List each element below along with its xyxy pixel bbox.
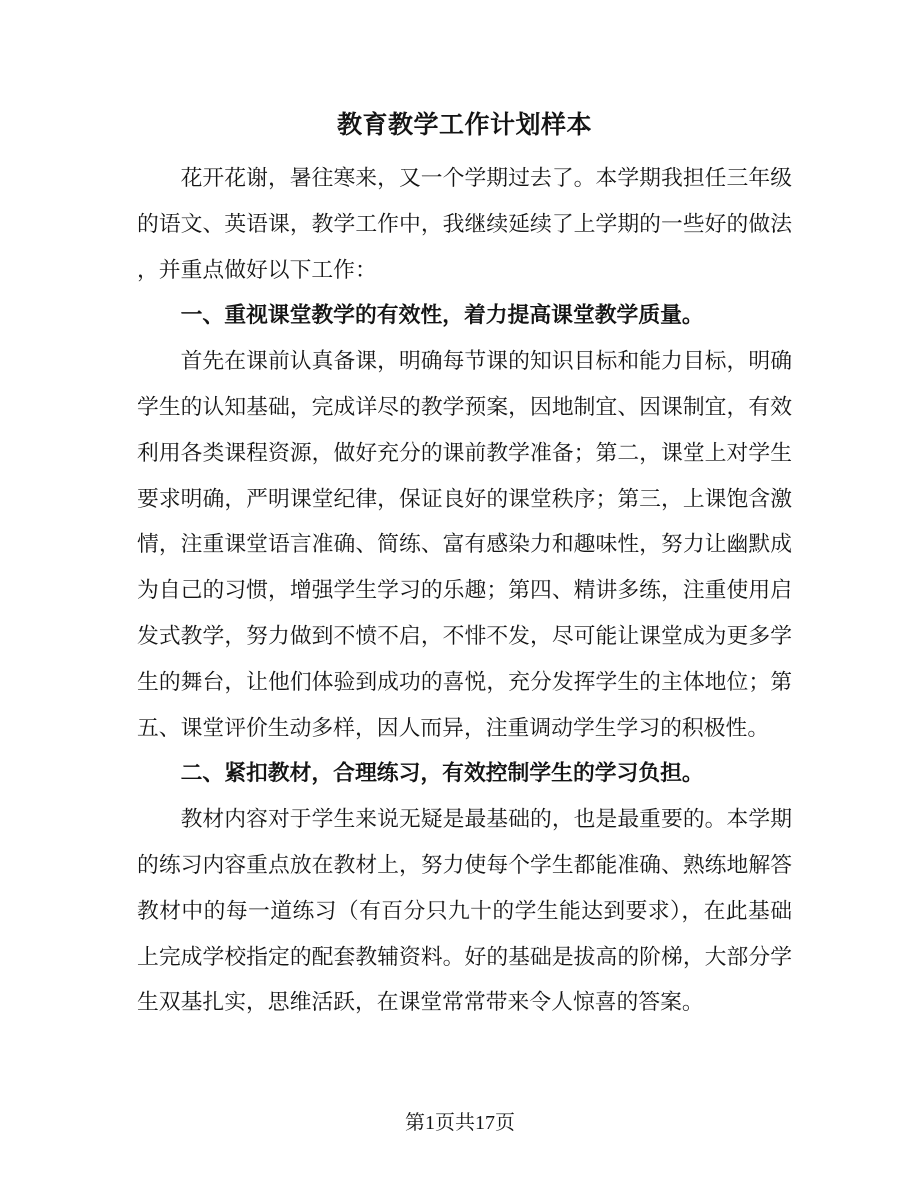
- paragraph-section-2: 教材内容对于学生来说无疑是最基础的，也是最重要的。本学期的练习内容重点放在教材上，努力使每个学生都能准确、熟练地解答教材中的每一道练习（有百分只九十的学生能达到要求），在此基础上完成学校指定的配套教辅资料。好的基础是拔高的阶梯，大部分学生双基扎实，思维活跃，在课堂常常带来令人惊喜的答案。: [137, 807, 792, 1015]
- paragraph-intro: 花开花谢，暑往寒来，又一个学期过去了。本学期我担任三年级的语文、英语课，教学工作中，我继续延续了上学期的一些好的做法，并重点做好以下工作：: [137, 166, 792, 282]
- section-heading-2: 二、紧扣教材，合理练习，有效控制学生的学习负担。: [180, 761, 704, 786]
- paragraph-section-1: 首先在课前认真备课，明确每节课的知识目标和能力目标，明确学生的认知基础，完成详尽的教学预案，因地制宜、因课制宜，有效利用各类课程资源，做好充分的课前教学准备；第二，课堂上对学生要求明确，严明课堂纪律，保证良好的课堂秩序；第三，上课饱含激情，注重课堂语言准确、简练、富有感染力和趣味性，努力让幽默成为自己的习惯，增强学生学习的乐趣；第四、精讲多练，注重使用启发式教学，努力做到不愤不启，不悱不发，尽可能让课堂成为更多学生的舞台，让他们体验到成功的喜悦，充分发挥学生的主体地位；第五、课堂评价生动多样，因人而异，注重调动学生学习的积极性。: [137, 349, 792, 740]
- page-number-footer: 第1页共17页: [405, 1112, 515, 1134]
- document-body: [137, 103, 792, 1026]
- section-heading-1: 一、重视课堂教学的有效性，着力提高课堂教学质量。: [180, 303, 704, 328]
- document-title: 教育教学工作计划样本: [336, 112, 592, 139]
